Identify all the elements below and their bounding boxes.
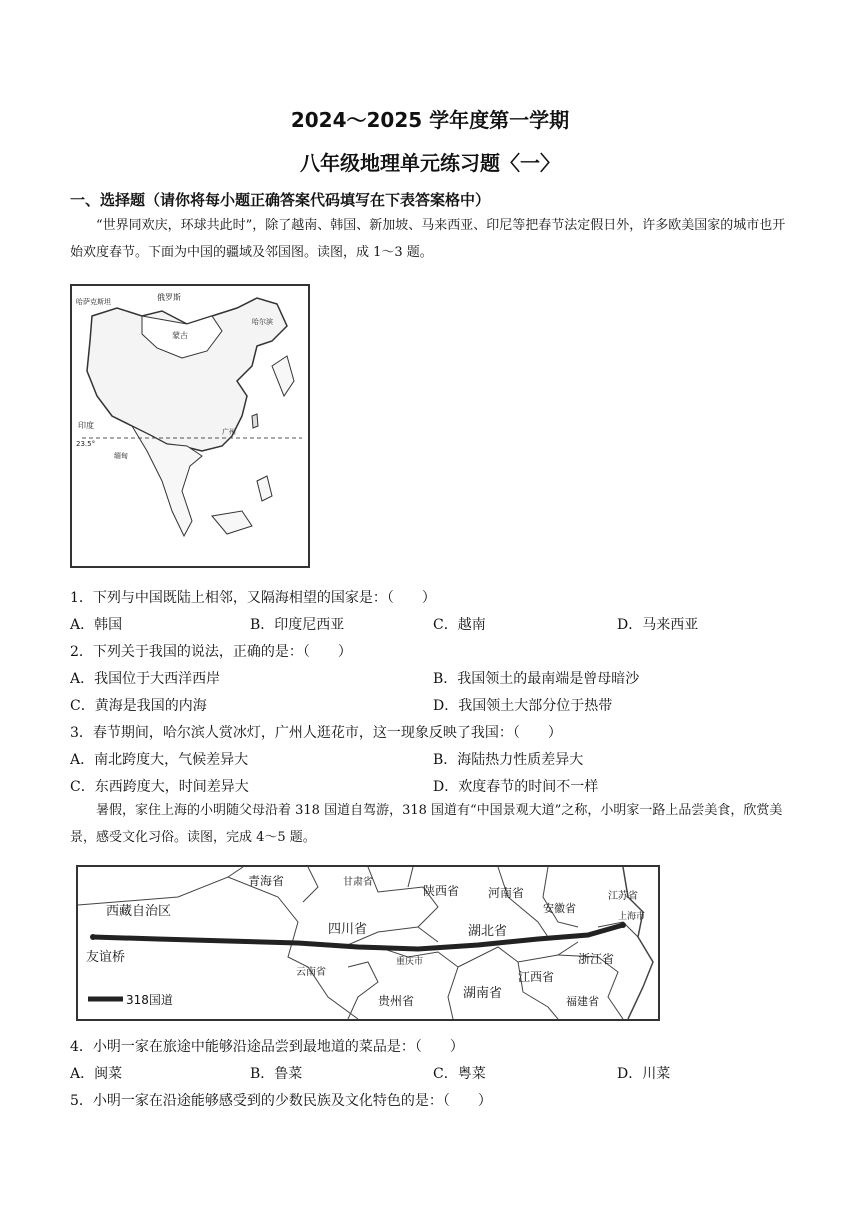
intro-paragraph-1: “世界同欢庆，环球共此时”，除了越南、韩国、新加坡、马来西亚、印尼等把春节法定假日外，许多欧美国家的城市也开始欢度春节。下面为中国的疆域及邻国图。读图，成 1～3 题。: [70, 218, 786, 260]
label-hubei: 湖北省: [468, 924, 508, 939]
legend-label: 318国道: [126, 993, 173, 1007]
page-title: 2024～2025 学年度第一学期: [290, 108, 570, 132]
china-neighbors-map: [70, 284, 310, 568]
label-hunan: 湖南省: [463, 986, 503, 1001]
q1-option-b[interactable]: B．印度尼西亚: [250, 617, 345, 633]
label-kazakhstan: 哈萨克斯坦: [76, 298, 111, 306]
label-shanghai: 上海市: [618, 912, 646, 922]
q4-option-c[interactable]: C．粤菜: [433, 1066, 486, 1082]
question-3: 3．春节期间，哈尔滨人赏冰灯，广州人逛花市，这一现象反映了我国：（ ）: [70, 725, 562, 741]
label-harbin: 哈尔滨: [252, 318, 273, 326]
q2-option-a[interactable]: A．我国位于大西洋西岸: [70, 671, 221, 687]
question-1: 1．下列与中国既陆上相邻，又隔海相望的国家是：（ ）: [70, 590, 436, 606]
label-henan: 河南省: [488, 886, 525, 900]
q2-option-b[interactable]: B．我国领土的最南端是曾母暗沙: [433, 671, 640, 687]
intro-paragraph-2: 暑假，家住上海的小明随父母沿着 318 国道自驾游，318 国道有“中国景观大道”之称，小明家一路上品尝美食，欣赏美景，感受文化习俗。读图，完成 4～5 题。: [70, 803, 783, 845]
label-mongolia: 蒙古: [172, 331, 188, 340]
q2-option-c[interactable]: C．黄海是我国的内海: [70, 698, 207, 714]
label-sichuan: 四川省: [328, 922, 368, 937]
label-tibet: 西藏自治区: [106, 904, 172, 919]
q4-option-a[interactable]: A．闽菜: [70, 1066, 123, 1082]
label-qinghai: 青海省: [248, 874, 285, 888]
q1-option-a[interactable]: A．韩国: [70, 617, 123, 633]
label-myanmar: 缅甸: [114, 452, 128, 460]
route-318-map: [76, 865, 660, 1021]
section-heading: 一、选择题（请你将每小题正确答案代码填写在下表答案格中）: [70, 191, 491, 209]
q3-option-b[interactable]: B．海陆热力性质差异大: [433, 752, 584, 768]
q4-option-b[interactable]: B．鲁菜: [250, 1066, 303, 1082]
label-russia: 俄罗斯: [157, 293, 181, 302]
label-anhui: 安徽省: [543, 902, 576, 915]
q2-option-d[interactable]: D．我国领土大部分位于热带: [433, 698, 613, 714]
question-5: 5．小明一家在沿途能够感受到的少数民族及文化特色的是：（ ）: [70, 1093, 492, 1109]
label-yunnan: 云南省: [296, 967, 326, 978]
label-jiangxi: 江西省: [518, 970, 555, 984]
q3-option-d[interactable]: D．欢度春节的时间不一样: [433, 779, 599, 795]
q4-option-d[interactable]: D．川菜: [617, 1066, 671, 1082]
question-2: 2．下列关于我国的说法，正确的是：（ ）: [70, 644, 352, 660]
label-guangzhou: 广州: [222, 428, 236, 436]
label-gansu: 甘肃省: [343, 877, 373, 888]
q3-option-c[interactable]: C．东西跨度大，时间差异大: [70, 779, 249, 795]
label-chongqing: 重庆市: [396, 957, 424, 967]
label-jiangsu: 江苏省: [608, 891, 638, 902]
q1-option-d[interactable]: D．马来西亚: [617, 617, 699, 633]
label-fujian: 福建省: [566, 995, 599, 1008]
label-shaanxi: 陕西省: [423, 884, 460, 898]
page-subtitle: 八年级地理单元练习题〈一〉: [300, 151, 560, 175]
q3-option-a[interactable]: A．南北跨度大，气候差异大: [70, 752, 249, 768]
label-guizhou: 贵州省: [378, 994, 415, 1008]
label-zhejiang: 浙江省: [578, 952, 615, 966]
q1-option-c[interactable]: C．越南: [433, 617, 486, 633]
label-india: 印度: [78, 421, 94, 430]
label-tropic: 23.5°: [76, 440, 96, 448]
question-4: 4．小明一家在旅途中能够沿途品尝到最地道的菜品是：（ ）: [70, 1039, 464, 1055]
label-youyi-bridge: 友谊桥: [86, 950, 126, 965]
